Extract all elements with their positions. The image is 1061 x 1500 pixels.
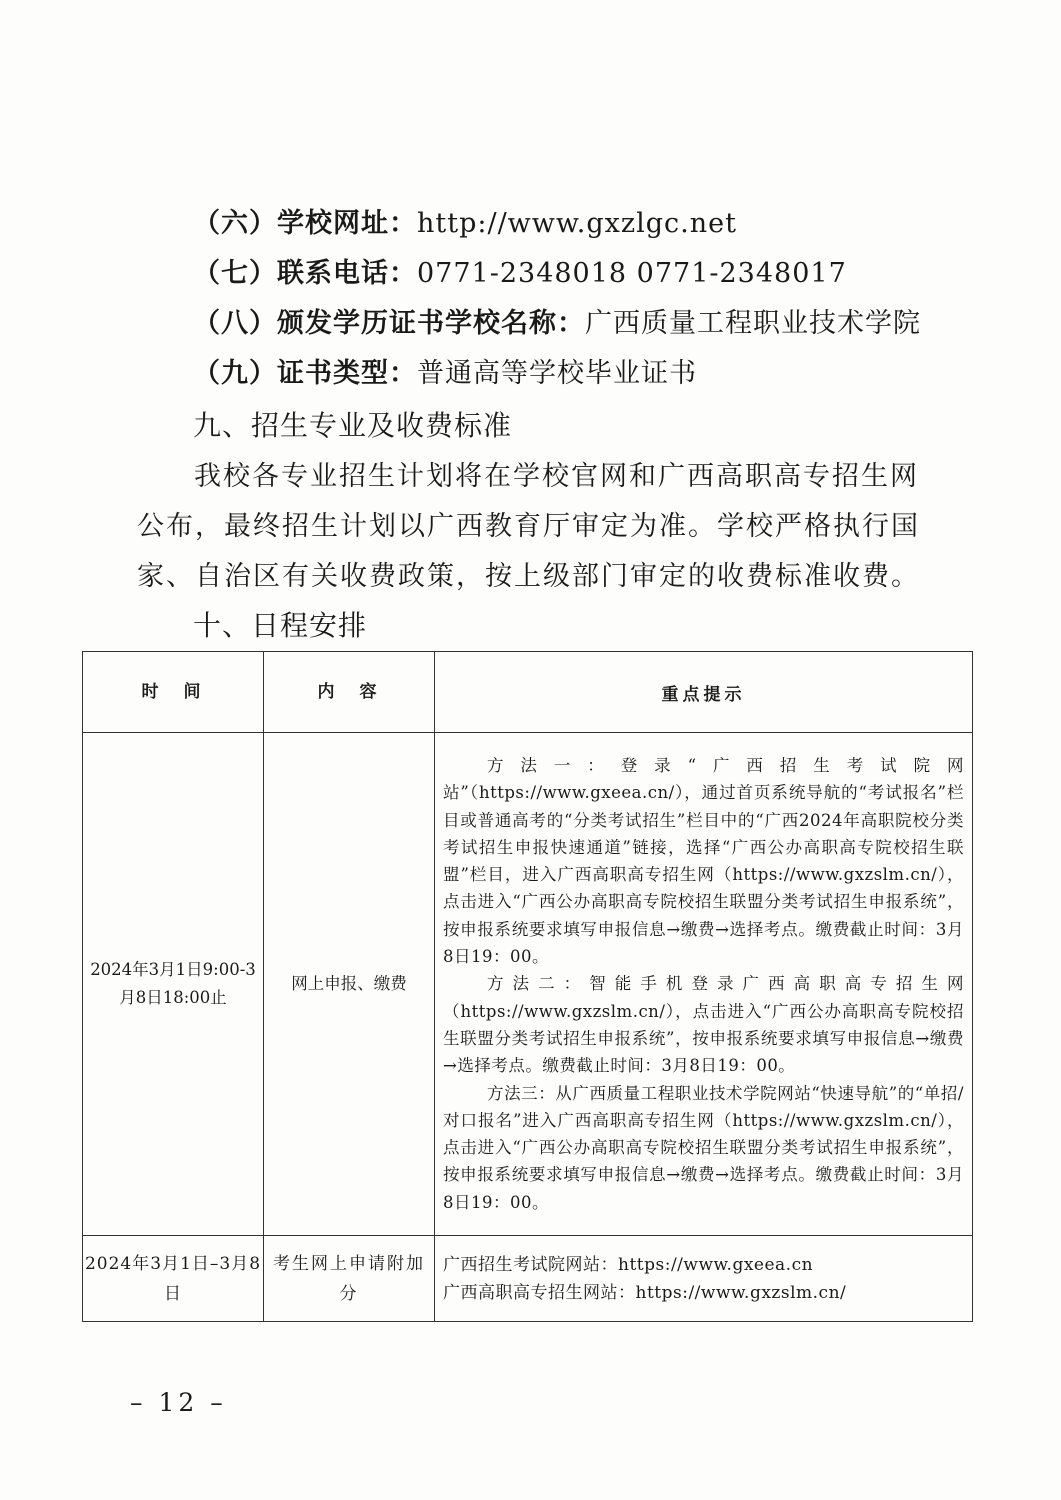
- header-content: 内 容: [264, 652, 435, 733]
- note-link-1: 广西招生考试院网站：https://www.gxeea.cn: [443, 1254, 814, 1275]
- section9-title: 九、招生专业及收费标准: [193, 409, 513, 442]
- row-notes: [435, 1236, 973, 1322]
- table-header-row: [83, 652, 973, 733]
- item-phone: （七）联系电话：0771-2348018 0771-2348017: [193, 258, 847, 289]
- item-certificate-type: （九）证书类型：普通高等学校毕业证书: [193, 358, 697, 389]
- phone-value: 0771-2348018 0771-2348017: [417, 258, 847, 289]
- note-method-2: 方法二：智能手机登录广西高职高专招生网（https://www.gxzslm.cn/），点击进入“广西公办高职高专院校招生联盟分类考试招生申报系统”，按申报系统要求填写申报信息→缴费→选择考点。缴费截止时间：3月8日19：00。: [443, 974, 964, 1076]
- row-time: 2024年3月1日–3月8日: [83, 1236, 264, 1322]
- header-time: 时 间: [83, 652, 264, 733]
- schedule-table: [82, 651, 973, 1322]
- header-notes: 重点提示: [435, 652, 973, 733]
- table-row: [83, 1236, 973, 1322]
- row-notes: [435, 733, 973, 1236]
- page-number: – 12 –: [130, 1388, 227, 1417]
- row-content: 网上申报、缴费: [264, 733, 435, 1236]
- note-method-3: 方法三：从广西质量工程职业技术学院网站“快速导航”的“单招/对口报名”进入广西高职高专招生网（https://www.gxzslm.cn/），点击进入“广西公办高职高专院校招生联盟分类考试招生申报系统”，按申报系统要求填写申报信息→缴费→选择考点。缴费截止时间：3月8日19：00。: [443, 1083, 964, 1212]
- website-value: http://www.gxzlgc.net: [417, 208, 737, 239]
- school-name-value: 广西质量工程职业技术学院: [585, 308, 921, 339]
- row-time: 2024年3月1日9:00-3月8日18:00止: [83, 733, 264, 1236]
- table-row: [83, 733, 973, 1236]
- item-website: （六）学校网址：http://www.gxzlgc.net: [193, 208, 737, 239]
- certificate-type-value: 普通高等学校毕业证书: [417, 358, 697, 389]
- note-method-1: 方法一：登录“广西招生考试院网站”（https://www.gxeea.cn/），通过首页系统导航的“考试报名”栏目或普通高考的“分类考试招生”栏目中的“广西2024年高职院校分类考试招生申报快速通道”链接，选择“广西公办高职高专院校招生联盟”栏目，进入广西高职高专招生网（https://www.gxzslm.cn/），点击进入“广西公办高职高专院校招生联盟分类考试招生申报系统”，按申报系统要求填写申报信息→缴费→选择考点。缴费截止时间：3月8日19：00。: [443, 755, 964, 967]
- section10-title: 十、日程安排: [193, 609, 368, 642]
- section9-body: 我校各专业招生计划将在学校官网和广西高职高专招生网公布，最终招生计划以广西教育厅审定为准。学校严格执行国家、自治区有关收费政策，按上级部门审定的收费标准收费。: [137, 461, 920, 592]
- row-content: 考生网上申请附加分: [264, 1236, 435, 1322]
- note-link-2: 广西高职高专招生网站：https://www.gxzslm.cn/: [443, 1282, 847, 1303]
- item-school-name: （八）颁发学历证书学校名称：广西质量工程职业技术学院: [193, 308, 921, 339]
